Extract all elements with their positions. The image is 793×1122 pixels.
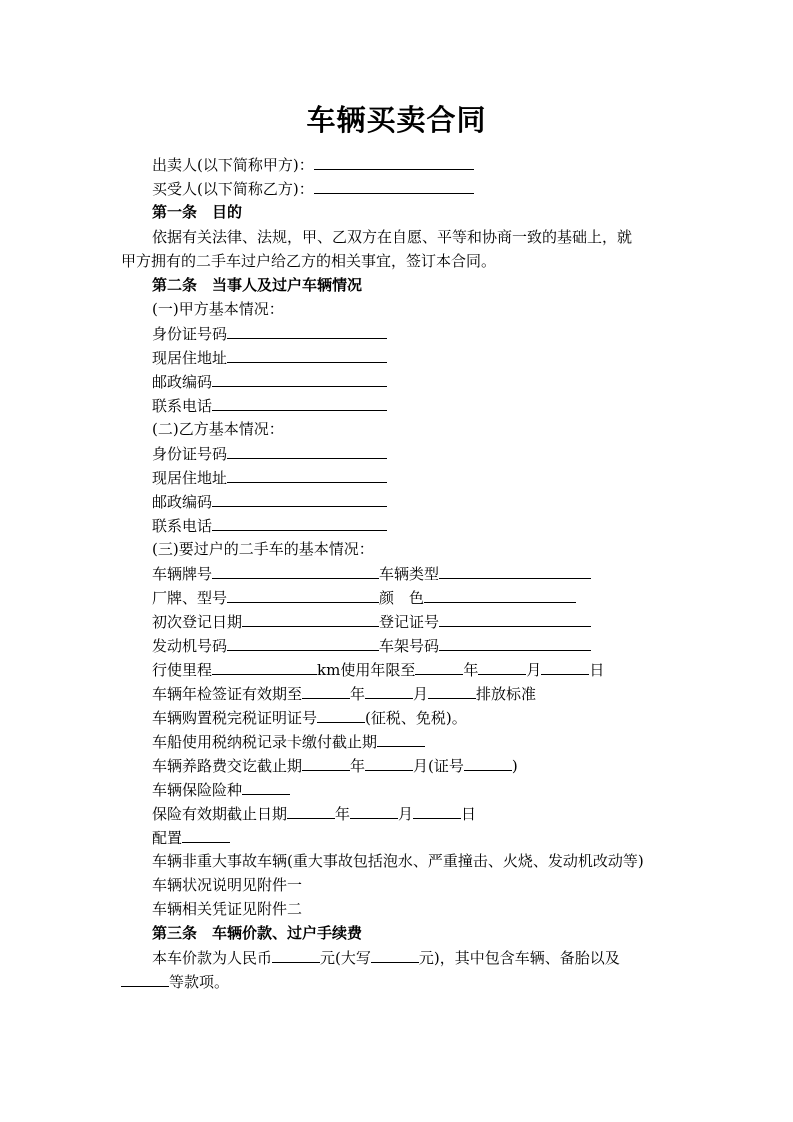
month-label: 月 [398, 805, 414, 823]
vehicle-heading: (三)要过户的二手车的基本情况： [152, 540, 374, 558]
article-1-para-line-2: 甲方拥有的二手车过户给乙方的相关事宜，签订本合同。 [121, 252, 497, 270]
price-line [152, 947, 620, 968]
party-b-address-blank[interactable] [227, 467, 387, 483]
config-blank[interactable] [182, 827, 230, 843]
price-label-d: 等款项。 [169, 973, 230, 991]
party-a-zip-blank[interactable] [212, 371, 387, 387]
buyer-line [152, 178, 474, 199]
cert-no-open: (证号 [428, 757, 464, 775]
party-a-heading: (一)甲方基本情况： [152, 300, 284, 318]
road-fee-line [152, 755, 518, 776]
engine-blank[interactable] [227, 635, 379, 651]
id-label: 身份证号码 [152, 445, 228, 463]
party-b-zip-blank[interactable] [212, 491, 387, 507]
year-label: 年 [463, 661, 479, 679]
party-b-phone-line [152, 515, 387, 536]
insurance-type-blank[interactable] [242, 779, 290, 795]
price-label-a: 本车价款为人民币 [152, 949, 273, 967]
party-a-address-line [152, 347, 387, 368]
km-label: km使用年限至 [317, 661, 416, 679]
zip-label: 邮政编码 [152, 493, 213, 511]
road-fee-label: 车辆养路费交讫截止期 [152, 757, 303, 775]
article-1-title: 第一条 目的 [152, 203, 243, 221]
year-label: 年 [350, 685, 366, 703]
purchase-tax-suffix: (征税、免税)。 [365, 709, 467, 727]
road-fee-year-blank[interactable] [302, 755, 350, 771]
color-label: 颜 色 [379, 589, 425, 607]
vessel-tax-label: 车船使用税纳税记录卡缴付截止期 [152, 733, 378, 751]
article-3-title: 第三条 车辆价款、过户手续费 [152, 924, 363, 942]
first-reg-label: 初次登记日期 [152, 613, 243, 631]
party-a-phone-line [152, 395, 387, 416]
accident-line: 车辆非重大事故车辆(重大事故包括泡水、严重撞击、火烧、发动机改动等) [152, 852, 644, 870]
price-label-c: 元)，其中包含车辆、备胎以及 [418, 949, 620, 967]
reg-cert-label: 登记证号 [379, 613, 440, 631]
address-label: 现居住地址 [152, 469, 228, 487]
insurance-type-line [152, 779, 290, 800]
month-label: 月 [413, 685, 429, 703]
zip-label: 邮政编码 [152, 373, 213, 391]
price-blank[interactable] [272, 947, 320, 963]
party-a-id-line [152, 323, 387, 344]
first-reg-line [152, 611, 591, 632]
cert-no-close: ) [511, 757, 518, 775]
seller-label: 出卖人(以下简称甲方)： [152, 156, 314, 174]
phone-label: 联系电话 [152, 517, 213, 535]
inspection-month-blank[interactable] [365, 683, 413, 699]
use-day-blank[interactable] [541, 659, 589, 675]
condition-line: 车辆状况说明见附件一 [152, 876, 303, 894]
inspection-year-blank[interactable] [302, 683, 350, 699]
insurance-type-label: 车辆保险险种 [152, 781, 243, 799]
party-b-heading: (二)乙方基本情况： [152, 420, 284, 438]
price-label-b: 元(大写 [320, 949, 371, 967]
purchase-tax-blank[interactable] [317, 707, 365, 723]
party-a-zip-line [152, 371, 387, 392]
brand-blank[interactable] [227, 587, 379, 603]
docs-line: 车辆相关凭证见附件二 [152, 900, 303, 918]
frame-blank[interactable] [439, 635, 591, 651]
party-b-id-blank[interactable] [227, 443, 387, 459]
insurance-year-blank[interactable] [287, 803, 335, 819]
mileage-label: 行使里程 [152, 661, 213, 679]
color-blank[interactable] [424, 587, 576, 603]
day-label: 日 [589, 661, 605, 679]
price-line-2 [121, 971, 229, 992]
mileage-blank[interactable] [212, 659, 317, 675]
day-label: 日 [461, 805, 477, 823]
engine-frame-line [152, 635, 591, 656]
plate-label: 车辆牌号 [152, 565, 213, 583]
inspection-line [152, 683, 536, 704]
inspection-label: 车辆年检签证有效期至 [152, 685, 303, 703]
brand-label: 厂牌、型号 [152, 589, 228, 607]
party-a-phone-blank[interactable] [212, 395, 387, 411]
buyer-label: 买受人(以下简称乙方)： [152, 180, 314, 198]
party-b-zip-line [152, 491, 387, 512]
config-label: 配置 [152, 829, 183, 847]
id-label: 身份证号码 [152, 325, 228, 343]
year-label: 年 [335, 805, 351, 823]
party-a-id-blank[interactable] [227, 323, 387, 339]
inspection-day-blank[interactable] [428, 683, 476, 699]
year-label: 年 [350, 757, 366, 775]
seller-line [152, 154, 474, 175]
frame-label: 车架号码 [379, 637, 440, 655]
party-b-address-line [152, 467, 387, 488]
phone-label: 联系电话 [152, 397, 213, 415]
month-label: 月 [526, 661, 542, 679]
buyer-blank[interactable] [314, 178, 474, 194]
emission-label: 排放标准 [476, 685, 537, 703]
type-blank[interactable] [439, 563, 591, 579]
party-b-phone-blank[interactable] [212, 515, 387, 531]
engine-label: 发动机号码 [152, 637, 228, 655]
article-1-para-line-1: 依据有关法律、法规，甲、乙双方在自愿、平等和协商一致的基础上，就 [152, 228, 633, 246]
vessel-tax-blank[interactable] [377, 731, 425, 747]
reg-cert-blank[interactable] [439, 611, 591, 627]
type-label: 车辆类型 [379, 565, 440, 583]
insurance-month-blank[interactable] [350, 803, 398, 819]
party-a-address-blank[interactable] [227, 347, 387, 363]
insurance-day-blank[interactable] [413, 803, 461, 819]
price-capital-blank[interactable] [371, 947, 419, 963]
purchase-tax-line [152, 707, 467, 728]
document-title: 车辆买卖合同 [306, 103, 487, 137]
mileage-line [152, 659, 604, 680]
plate-blank[interactable] [212, 563, 379, 579]
insurance-expiry-line [152, 803, 476, 824]
first-reg-blank[interactable] [242, 611, 379, 627]
seller-blank[interactable] [314, 154, 474, 170]
month-label: 月 [413, 757, 429, 775]
brand-color-line [152, 587, 576, 608]
config-line [152, 827, 230, 848]
insurance-expiry-label: 保险有效期截止日期 [152, 805, 288, 823]
address-label: 现居住地址 [152, 349, 228, 367]
cert-no-blank[interactable] [464, 755, 512, 771]
road-fee-month-blank[interactable] [365, 755, 413, 771]
purchase-tax-label: 车辆购置税完税证明证号 [152, 709, 318, 727]
use-year-blank[interactable] [415, 659, 463, 675]
plate-type-line [152, 563, 591, 584]
use-month-blank[interactable] [478, 659, 526, 675]
vessel-tax-line [152, 731, 425, 752]
items-blank[interactable] [121, 971, 169, 987]
article-2-title: 第二条 当事人及过户车辆情况 [152, 276, 363, 294]
party-b-id-line [152, 443, 387, 464]
